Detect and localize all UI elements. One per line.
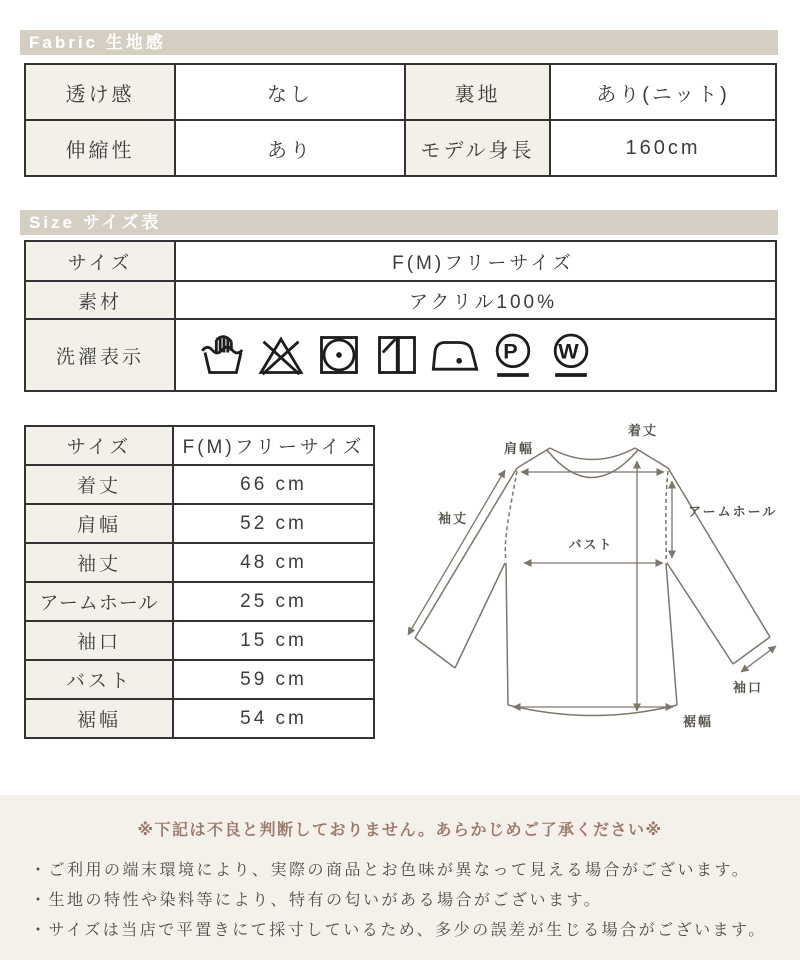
diagram-label-shoulder: 肩幅	[503, 441, 535, 456]
table-row	[25, 281, 776, 319]
note-item-size-error: ・サイズは当店で平置きにて採寸しているため、多少の誤差が生じる場合がございます。	[30, 922, 767, 939]
note-item-smell: ・生地の特性や染料等により、特有の匂いがある場合がございます。	[30, 892, 603, 909]
meas-label-shoulder: 肩幅	[25, 504, 173, 543]
meas-header-value: F(M)フリーサイズ	[173, 426, 374, 465]
table-row	[25, 699, 374, 738]
meas-value-shoulder: 52 cm	[173, 504, 374, 543]
meas-label-cuff: 袖口	[25, 621, 173, 660]
fabric-label-stretch: 伸縮性	[25, 120, 175, 176]
do-not-bleach-icon	[256, 329, 306, 381]
spec-value-material: アクリル100%	[175, 281, 776, 319]
table-row	[25, 64, 776, 120]
meas-label-sleeve: 袖丈	[25, 543, 173, 582]
diagram-label-bust: バスト	[568, 537, 614, 552]
dry-clean-letter: P	[503, 338, 523, 364]
diagram-label-sleeve: 袖丈	[437, 511, 469, 526]
wet-clean-W-icon	[546, 329, 596, 381]
table-row	[25, 241, 776, 281]
meas-value-sleeve: 48 cm	[173, 543, 374, 582]
fabric-table	[24, 63, 777, 177]
notes-section	[0, 795, 800, 960]
diagram-label-cuff: 袖口	[732, 680, 764, 695]
dry-clean-P-icon	[488, 329, 538, 381]
meas-value-length: 66 cm	[173, 465, 374, 504]
spec-label-care: 洗濯表示	[25, 319, 175, 391]
fabric-value-stretch: あり	[175, 120, 405, 176]
spec-value-size: F(M)フリーサイズ	[175, 241, 776, 281]
fabric-label-lining: 裏地	[405, 64, 550, 120]
care-symbols-cell	[175, 319, 776, 391]
garment-outline	[415, 448, 770, 716]
meas-value-armhole: 25 cm	[173, 582, 374, 621]
fabric-label-model-height: モデル身長	[405, 120, 550, 176]
meas-header-label: サイズ	[25, 426, 173, 465]
table-row	[25, 426, 374, 465]
garment-measurement-diagram	[395, 415, 795, 765]
table-row	[25, 465, 374, 504]
meas-value-cuff: 15 cm	[173, 621, 374, 660]
meas-value-hem: 54 cm	[173, 699, 374, 738]
table-row	[25, 120, 776, 176]
diagram-label-armhole: アームホール	[688, 504, 778, 519]
armhole-dashed-right	[666, 471, 668, 561]
fabric-label-sheerness: 透け感	[25, 64, 175, 120]
tumble-dry-low-icon	[314, 329, 364, 381]
cuff-arrow	[741, 646, 776, 672]
sleeve-length-arrow	[408, 470, 505, 635]
care-symbols-row	[192, 329, 774, 381]
size-section-header: Size サイズ表	[20, 210, 778, 235]
diagram-label-length: 着丈	[627, 423, 659, 438]
iron-low-heat-icon	[430, 329, 480, 381]
fabric-value-lining: あり(ニット)	[550, 64, 776, 120]
table-row	[25, 319, 776, 391]
meas-value-bust: 59 cm	[173, 660, 374, 699]
table-row	[25, 582, 374, 621]
meas-label-length: 着丈	[25, 465, 173, 504]
note-item-color: ・ご利用の端末環境により、実際の商品とお色味が異なって見える場合がございます。	[30, 862, 751, 879]
table-row	[25, 543, 374, 582]
size-spec-table	[24, 240, 777, 392]
notes-list	[30, 856, 800, 946]
spec-label-size: サイズ	[25, 241, 175, 281]
spec-label-material: 素材	[25, 281, 175, 319]
fabric-value-model-height: 160cm	[550, 120, 776, 176]
meas-label-bust: バスト	[25, 660, 173, 699]
notes-heading: ※下記は不良と判断しておりません。あらかじめご了承ください※	[137, 822, 663, 839]
fabric-value-sheerness: なし	[175, 64, 405, 120]
table-row	[25, 621, 374, 660]
fabric-section-header: Fabric 生地感	[20, 30, 778, 55]
diagram-label-hem: 裾幅	[682, 714, 714, 729]
table-row	[25, 504, 374, 543]
measurement-arrows	[408, 461, 776, 711]
line-dry-in-shade-icon	[372, 329, 422, 381]
wet-clean-letter: W	[558, 338, 584, 364]
meas-label-armhole: アームホール	[25, 582, 173, 621]
meas-label-hem: 裾幅	[25, 699, 173, 738]
table-row	[25, 660, 374, 699]
measurements-table	[24, 425, 375, 739]
hand-wash-icon	[198, 329, 248, 381]
